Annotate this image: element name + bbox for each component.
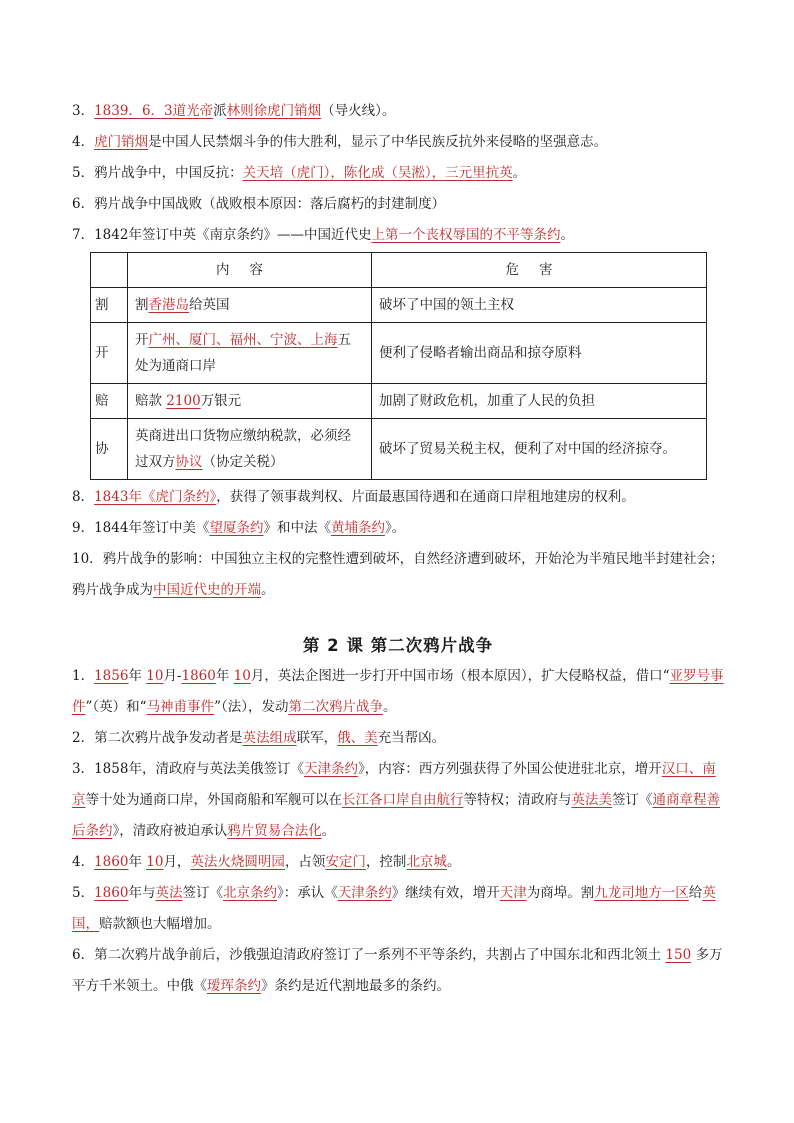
lesson2-item-4: 4．1860年 10月，英法火烧圆明园，占领安定门，控制北京城。 (72, 854, 461, 870)
lesson2-item-6: 6．第二次鸦片战争前后，沙俄强迫清政府签订了一系列不平等条约，共割占了中国东北和西北领土 150 多万平方千米领土。中俄《瑷珲条约》条约是近代割地最多的条约。 (72, 947, 723, 994)
document-page (72, 96, 724, 1002)
item-5: 5．鸦片战争中，中国反抗：关天培（虎门），陈化成（吴淞），三元里抗英。 (72, 165, 527, 181)
lesson2-item-2: 2．第二次鸦片战争发动者是英法组成联军，俄、美充当帮凶。 (72, 730, 446, 746)
lesson2-item-5: 5．1860年与英法签订《北京条约》：承认《天津条约》继续有效，增开天津为商埠。割九龙司地方一区给英国，赔款额也大幅增加。 (72, 885, 716, 932)
table-row: 赔 赔款 2100万银元 加剧了财政危机，加重了人民的负担 (91, 384, 707, 419)
header-content: 内容 (128, 253, 372, 288)
item-8: 8．1843年《虎门条约》，获得了领事裁判权、片面最惠国待遇和在通商口岸租地建房的权利。 (72, 489, 635, 505)
item-6: 6．鸦片战争中国战败（战败根本原因：落后腐朽的封建制度） (72, 196, 446, 212)
table-row: 开 开广州、厦门、福州、宁波、上海五处为通商口岸 便利了侵略者输出商品和掠夺原料 (91, 323, 707, 384)
item-9: 9．1844年签订中美《望厦条约》和中法《黄埔条约》。 (72, 520, 406, 536)
lesson-title: 第 2 课 第二次鸦片战争 (302, 636, 494, 655)
nanjing-treaty-table (90, 252, 707, 480)
header-harm: 危害 (372, 253, 707, 288)
lesson2-item-1: 1．1856年 10月-1860年 10月，英法企图进一步打开中国市场（根本原因），扩大侵略权益，借口“亚罗号事件”（英）和“马神甫事件”（法），发动第二次鸦片战争。 (72, 668, 724, 715)
item-10: 10．鸦片战争的影响：中国独立主权的完整性遭到破坏，自然经济遭到破坏，开始沦为半殖民地半封建社会；鸦片战争成为中国近代史的开端。 (72, 551, 724, 598)
item-4: 4．虎门销烟是中国人民禁烟斗争的伟大胜利，显示了中华民族反抗外来侵略的坚强意志。 (72, 134, 608, 150)
lesson2-item-3: 3．1858年，清政府与英法美俄签订《天津条约》，内容：西方列强获得了外国公使进驻北京，增开汉口、南京等十处为通商口岸，外国商船和军舰可以在长江各口岸自由航行等特权；清政府与英法美签订《通商章程善后条约》，清政府被迫承认鸦片贸易合法化。 (72, 761, 720, 839)
item-7: 7．1842年签订中英《南京条约》——中国近代史上第一个丧权辱国的不平等条约。 (72, 227, 574, 243)
table-row: 割 割香港岛给英国 破坏了中国的领土主权 (91, 288, 707, 323)
item-3: 3．1839．6．3道光帝派林则徐虎门销烟（导火线）。 (72, 103, 396, 119)
table-header-row (91, 253, 707, 288)
table-row: 协 英商进出口货物应缴纳税款，必须经过双方协议（协定关税） 破坏了贸易关税主权，便利了对中国的经济掠夺。 (91, 419, 707, 480)
